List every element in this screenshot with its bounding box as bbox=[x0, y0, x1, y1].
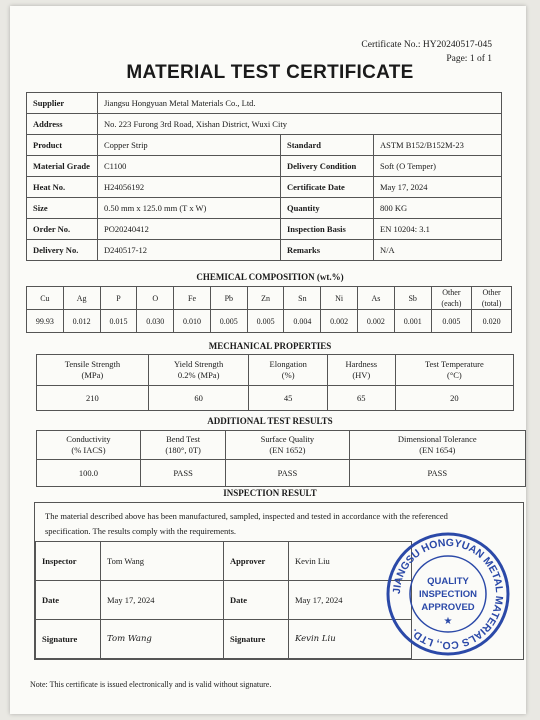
mechanical-header-row bbox=[37, 355, 514, 386]
chemical-header-cell-12: Other (total) bbox=[472, 287, 512, 310]
grade-label: Material Grade bbox=[27, 156, 98, 177]
inspector-signature: Tom Wang bbox=[101, 620, 224, 659]
mechanical-value-row bbox=[37, 386, 514, 411]
inspector-name: Tom Wang bbox=[101, 542, 224, 581]
inspection-basis-label: Inspection Basis bbox=[281, 219, 374, 240]
document-title: MATERIAL TEST CERTIFICATE bbox=[126, 62, 414, 83]
chemical-value-cell-9: 0.002 bbox=[358, 310, 395, 333]
approver-date-label: Date bbox=[224, 581, 289, 620]
certificate-number: Certificate No.: HY20240517-045 bbox=[361, 40, 492, 50]
additional-value-cell-3: PASS bbox=[349, 460, 525, 487]
mechanical-value-cell-3: 65 bbox=[327, 386, 395, 411]
address-value: No. 223 Furong 3rd Road, Xishan District, Wuxi City bbox=[98, 114, 502, 135]
stamp-star-icon: ★ bbox=[443, 616, 453, 627]
inspector-date-label: Date bbox=[36, 581, 101, 620]
delivery-no-label: Delivery No. bbox=[27, 240, 98, 261]
inspector-signature-label: Signature bbox=[36, 620, 101, 659]
chemical-header-cell-10: Sb bbox=[394, 287, 431, 310]
mechanical-header-cell-2: Elongation (%) bbox=[249, 355, 327, 386]
chemical-header-cell-6: Zn bbox=[247, 287, 284, 310]
mechanical-header-cell-4: Test Temperature (°C) bbox=[395, 355, 513, 386]
delivery-condition-label: Delivery Condition bbox=[281, 156, 374, 177]
quantity-label: Quantity bbox=[281, 198, 374, 219]
additional-header-cell-0: Conductivity (% IACS) bbox=[37, 431, 141, 460]
stamp-center-line-3: APPROVED bbox=[421, 602, 475, 613]
mechanical-value-cell-0: 210 bbox=[37, 386, 149, 411]
inspector-label: Inspector bbox=[36, 542, 101, 581]
supplier-label: Supplier bbox=[27, 93, 98, 114]
chemical-table bbox=[26, 286, 512, 333]
delivery-no-value: D240517-12 bbox=[98, 240, 281, 261]
address-label: Address bbox=[27, 114, 98, 135]
chemical-header-cell-5: Pb bbox=[210, 287, 247, 310]
chemical-header-row bbox=[27, 287, 512, 310]
chemical-value-cell-3: 0.030 bbox=[137, 310, 174, 333]
supplier-value: Jiangsu Hongyuan Metal Materials Co., Ltd. bbox=[98, 93, 502, 114]
mechanical-table bbox=[36, 354, 514, 411]
heat-label: Heat No. bbox=[27, 177, 98, 198]
page-indicator: Page: 1 of 1 bbox=[446, 54, 492, 64]
chemical-header-cell-2: P bbox=[100, 287, 137, 310]
additional-header-row bbox=[37, 431, 526, 460]
additional-header-cell-1: Bend Test (180°, 0T) bbox=[140, 431, 225, 460]
chemical-header-cell-1: Ag bbox=[63, 287, 100, 310]
company-stamp bbox=[384, 530, 512, 658]
chemical-section-title: CHEMICAL COMPOSITION (wt.%) bbox=[196, 272, 344, 282]
inspection-basis-value: EN 10204: 3.1 bbox=[374, 219, 502, 240]
delivery-condition-value: Soft (O Temper) bbox=[374, 156, 502, 177]
additional-header-cell-2: Surface Quality (EN 1652) bbox=[226, 431, 349, 460]
approver-name: Kevin Liu bbox=[289, 542, 412, 581]
chemical-value-cell-11: 0.005 bbox=[431, 310, 472, 333]
mechanical-value-cell-2: 45 bbox=[249, 386, 327, 411]
chemical-value-cell-5: 0.005 bbox=[210, 310, 247, 333]
chemical-value-cell-7: 0.004 bbox=[284, 310, 321, 333]
additional-header-cell-3: Dimensional Tolerance (EN 1654) bbox=[349, 431, 525, 460]
stamp-ring-text: JIANGSU HONGYUAN METAL MATERIALS CO., LTD. bbox=[390, 536, 506, 652]
product-value: Copper Strip bbox=[98, 135, 281, 156]
mechanical-section-title: MECHANICAL PROPERTIES bbox=[208, 341, 332, 351]
chemical-header-cell-11: Other (each) bbox=[431, 287, 472, 310]
quantity-value: 800 KG bbox=[374, 198, 502, 219]
order-value: PO20240412 bbox=[98, 219, 281, 240]
chemical-header-cell-3: O bbox=[137, 287, 174, 310]
heat-value: H24056192 bbox=[98, 177, 281, 198]
stamp-center-line-2: INSPECTION bbox=[418, 589, 478, 600]
mechanical-header-cell-0: Tensile Strength (MPa) bbox=[37, 355, 149, 386]
chemical-value-cell-1: 0.012 bbox=[63, 310, 100, 333]
inspection-section-title: INSPECTION RESULT bbox=[223, 488, 317, 498]
remarks-label: Remarks bbox=[281, 240, 374, 261]
standard-label: Standard bbox=[281, 135, 374, 156]
chemical-header-cell-4: Fe bbox=[174, 287, 211, 310]
signature-table bbox=[35, 541, 412, 659]
chemical-header-cell-9: As bbox=[358, 287, 395, 310]
certificate-date-label: Certificate Date bbox=[281, 177, 374, 198]
chemical-value-cell-4: 0.010 bbox=[174, 310, 211, 333]
chemical-value-cell-8: 0.002 bbox=[321, 310, 358, 333]
chemical-header-cell-7: Sn bbox=[284, 287, 321, 310]
additional-value-row bbox=[37, 460, 526, 487]
approver-label: Approver bbox=[224, 542, 289, 581]
size-value: 0.50 mm x 125.0 mm (T x W) bbox=[98, 198, 281, 219]
chemical-value-cell-12: 0.020 bbox=[472, 310, 512, 333]
additional-value-cell-0: 100.0 bbox=[37, 460, 141, 487]
approver-signature-label: Signature bbox=[224, 620, 289, 659]
chemical-value-cell-2: 0.015 bbox=[100, 310, 137, 333]
additional-value-cell-2: PASS bbox=[226, 460, 349, 487]
chemical-value-cell-10: 0.001 bbox=[394, 310, 431, 333]
inspector-date: May 17, 2024 bbox=[101, 581, 224, 620]
approver-date: May 17, 2024 bbox=[289, 581, 412, 620]
additional-table bbox=[36, 430, 526, 487]
mechanical-header-cell-3: Hardness (HV) bbox=[327, 355, 395, 386]
chemical-header-cell-8: Ni bbox=[321, 287, 358, 310]
footer-note: Note: This certificate is issued electronically and is valid without signature. bbox=[30, 680, 272, 689]
info-table bbox=[26, 92, 502, 261]
order-label: Order No. bbox=[27, 219, 98, 240]
inspection-statement: The material described above has been manufactured, sampled, inspected and tested in accordance with the referenced specification. The results comply with the requirements. bbox=[45, 511, 448, 536]
standard-value: ASTM B152/B152M-23 bbox=[374, 135, 502, 156]
mechanical-value-cell-4: 20 bbox=[395, 386, 513, 411]
remarks-value: N/A bbox=[374, 240, 502, 261]
approver-signature: Kevin Liu bbox=[289, 620, 412, 659]
additional-section-title: ADDITIONAL TEST RESULTS bbox=[207, 416, 333, 426]
product-label: Product bbox=[27, 135, 98, 156]
chemical-value-cell-0: 99.93 bbox=[27, 310, 64, 333]
mechanical-header-cell-1: Yield Strength 0.2% (MPa) bbox=[148, 355, 249, 386]
size-label: Size bbox=[27, 198, 98, 219]
mechanical-value-cell-1: 60 bbox=[148, 386, 249, 411]
additional-value-cell-1: PASS bbox=[140, 460, 225, 487]
grade-value: C1100 bbox=[98, 156, 281, 177]
stamp-center-line-1: QUALITY bbox=[427, 576, 469, 587]
chemical-value-cell-6: 0.005 bbox=[247, 310, 284, 333]
chemical-header-cell-0: Cu bbox=[27, 287, 64, 310]
certificate-date-value: May 17, 2024 bbox=[374, 177, 502, 198]
chemical-value-row bbox=[27, 310, 512, 333]
